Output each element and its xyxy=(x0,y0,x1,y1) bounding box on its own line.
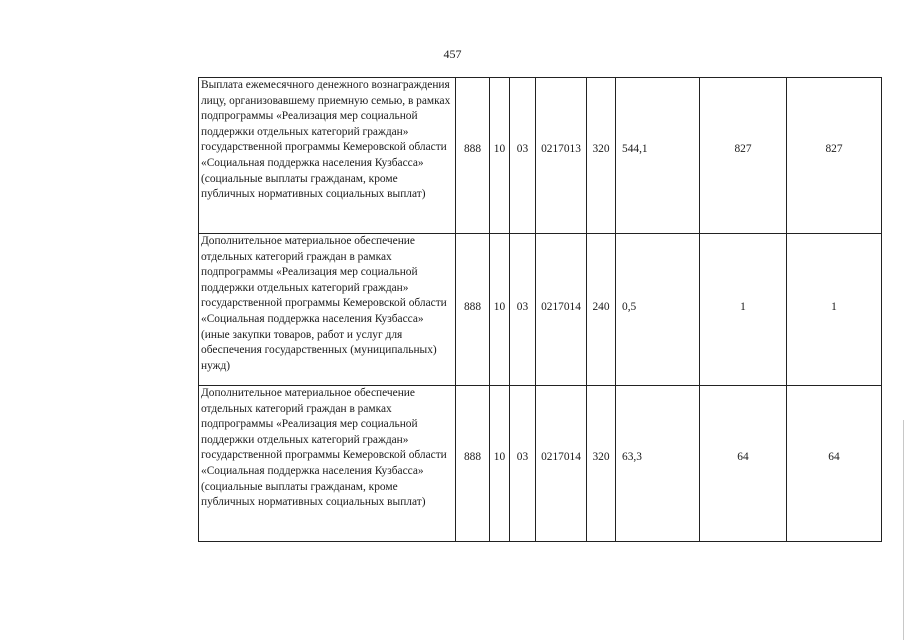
table-row xyxy=(199,386,882,542)
value-1: 544,1 xyxy=(616,78,700,234)
value-1: 63,3 xyxy=(616,386,700,542)
value-1: 0,5 xyxy=(616,234,700,386)
page-number: 457 xyxy=(443,47,462,61)
value-3: 64 xyxy=(787,386,882,542)
ministry-code: 888 xyxy=(456,78,490,234)
value-2: 827 xyxy=(700,78,787,234)
section-code: 10 xyxy=(490,234,510,386)
target-code: 0217014 xyxy=(536,234,587,386)
value-3: 827 xyxy=(787,78,882,234)
row-description: Дополнительное материальное обеспечение отдельных категорий граждан в рамках подпрограммы «Реализация мер социальной поддержки отдельных категорий граждан» государственной программы Кемеровской области «Социальная поддержка населения Кузбасса» (социальные выплаты гражданам, кроме публичных нормативных социальных выплат) xyxy=(199,386,456,542)
value-2: 64 xyxy=(700,386,787,542)
value-2: 1 xyxy=(700,234,787,386)
scan-edge-mark xyxy=(903,420,904,640)
ministry-code: 888 xyxy=(456,386,490,542)
expense-type-code: 240 xyxy=(587,234,616,386)
expense-type-code: 320 xyxy=(587,78,616,234)
subsection-code: 03 xyxy=(510,234,536,386)
row-description: Выплата ежемесячного денежного вознаграждения лицу, организовавшему приемную семью, в рамках подпрограммы «Реализация мер социальной поддержки отдельных категорий граждан» государственной программы Кемеровской области «Социальная поддержка населения Кузбасса» (социальные выплаты гражданам, кроме публичных нормативных социальных выплат) xyxy=(199,78,456,234)
target-code: 0217013 xyxy=(536,78,587,234)
target-code: 0217014 xyxy=(536,386,587,542)
subsection-code: 03 xyxy=(510,386,536,542)
row-description: Дополнительное материальное обеспечение отдельных категорий граждан в рамках подпрограммы «Реализация мер социальной поддержки отдельных категорий граждан» государственной программы Кемеровской области «Социальная поддержка населения Кузбасса» (иные закупки товаров, работ и услуг для обеспечения государственных (муниципальных) нужд) xyxy=(199,234,456,386)
value-3: 1 xyxy=(787,234,882,386)
budget-table xyxy=(198,77,882,542)
section-code: 10 xyxy=(490,78,510,234)
section-code: 10 xyxy=(490,386,510,542)
ministry-code: 888 xyxy=(456,234,490,386)
subsection-code: 03 xyxy=(510,78,536,234)
expense-type-code: 320 xyxy=(587,386,616,542)
table-row xyxy=(199,78,882,234)
table-row xyxy=(199,234,882,386)
